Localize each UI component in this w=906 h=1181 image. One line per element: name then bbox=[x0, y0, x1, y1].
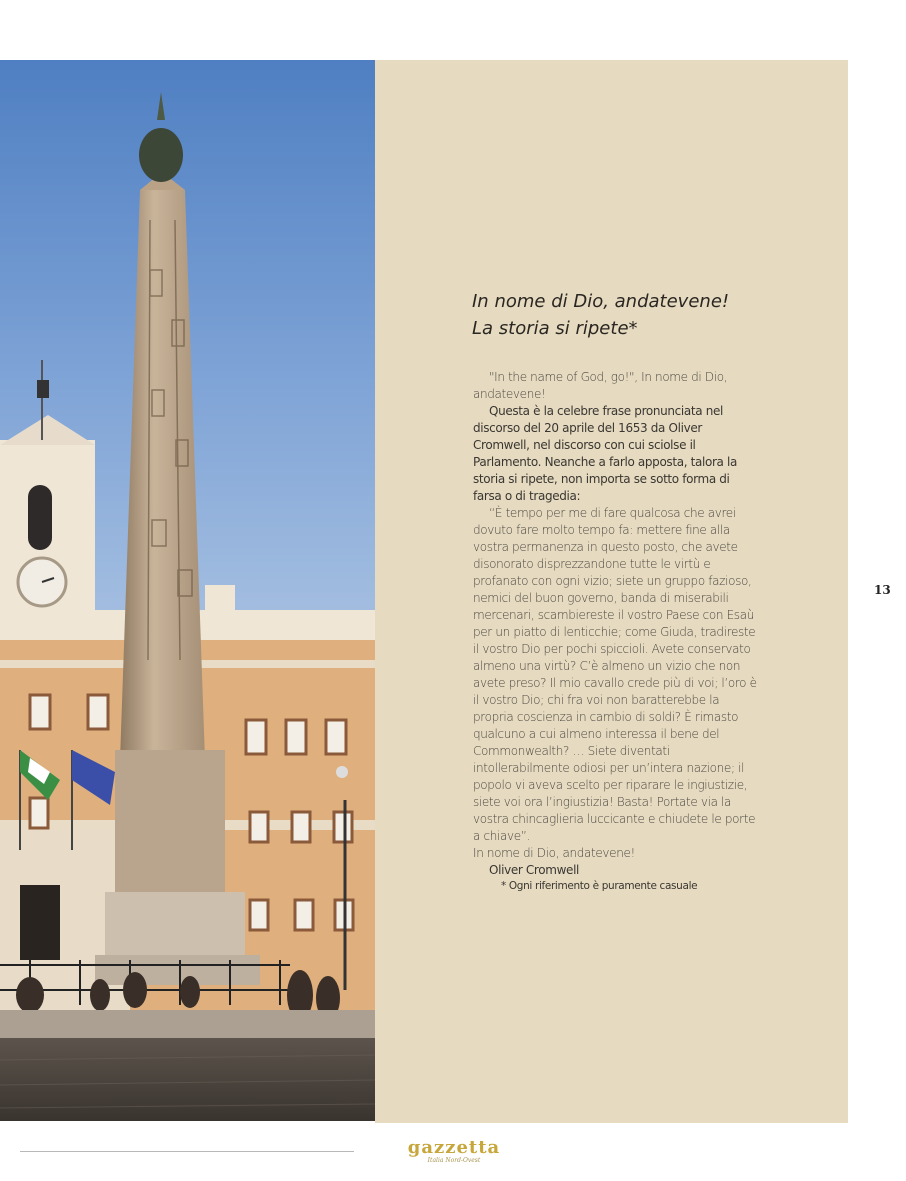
article-body bbox=[473, 369, 759, 894]
obelisk-illustration bbox=[0, 60, 375, 1121]
title-line-2: La storia si ripete* bbox=[472, 318, 638, 339]
lead-translation: In nome di Dio, andatevene! bbox=[473, 370, 728, 401]
intro-paragraph: Questa è la celebre frase pronunciata nel discorso del 20 aprile del 1653 da Oliver Cromwell, nel discorso con cui sciolse il Parlamento. Neanche a farlo apposta, talora la storia si ripete, non importa se sotto forma di farsa o di tragedia: bbox=[473, 404, 737, 503]
quote-paragraph: “È tempo per me di fare qualcosa che avrei dovuto fare molto tempo fa: mettere fine alla vostra permanenza in questo posto, che avete disonorato disprezzandone tutte le virtù e profanato con ogni vizio; siete un gruppo fazioso, nemici del buon governo, banda di miserabili mercenari, scambiereste il vostro Paese con Esaù per un piatto di lenticchie; come Giuda, tradireste il vostro Dio per pochi spiccioli. Avete conservato almeno una virtù? C’è almeno un vizio che non avete preso? Il mio cavallo crede più di voi; l’oro è il vostro Dio; chi fra voi non baratterebbe la propria coscienza in cambio di soldi? È rimasto qualcuno a cui almeno interessa il bene del Commonwealth? … Siete diventati intollerabilmente odiosi per un’intera nazione; il popolo vi aveva scelto per riparare le ingiustizie, siete voi ora l’ingiustizia! Basta! Portate via la vostra chincaglieria luccicante e chiudete le porte a chiave”. bbox=[473, 506, 757, 843]
gazzetta-logo bbox=[398, 1138, 510, 1164]
footer-divider bbox=[20, 1151, 354, 1152]
lead-quote: "In the name of God, go!", bbox=[489, 370, 638, 384]
signature: Oliver Cromwell bbox=[489, 863, 580, 877]
page-number: 13 bbox=[874, 583, 891, 597]
article-panel bbox=[375, 60, 848, 1123]
lead-paragraph bbox=[473, 369, 759, 403]
article-title bbox=[472, 288, 832, 342]
closing-line: In nome di Dio, andatevene! bbox=[473, 846, 635, 860]
logo-text: gazzetta bbox=[407, 1137, 501, 1158]
obelisk-photo bbox=[0, 60, 375, 1121]
logo-subtitle: Italia Nord-Ovest bbox=[427, 1157, 481, 1164]
title-line-1: In nome di Dio, andatevene! bbox=[472, 291, 730, 312]
footnote: * Ogni riferimento è puramente casuale bbox=[501, 880, 698, 892]
